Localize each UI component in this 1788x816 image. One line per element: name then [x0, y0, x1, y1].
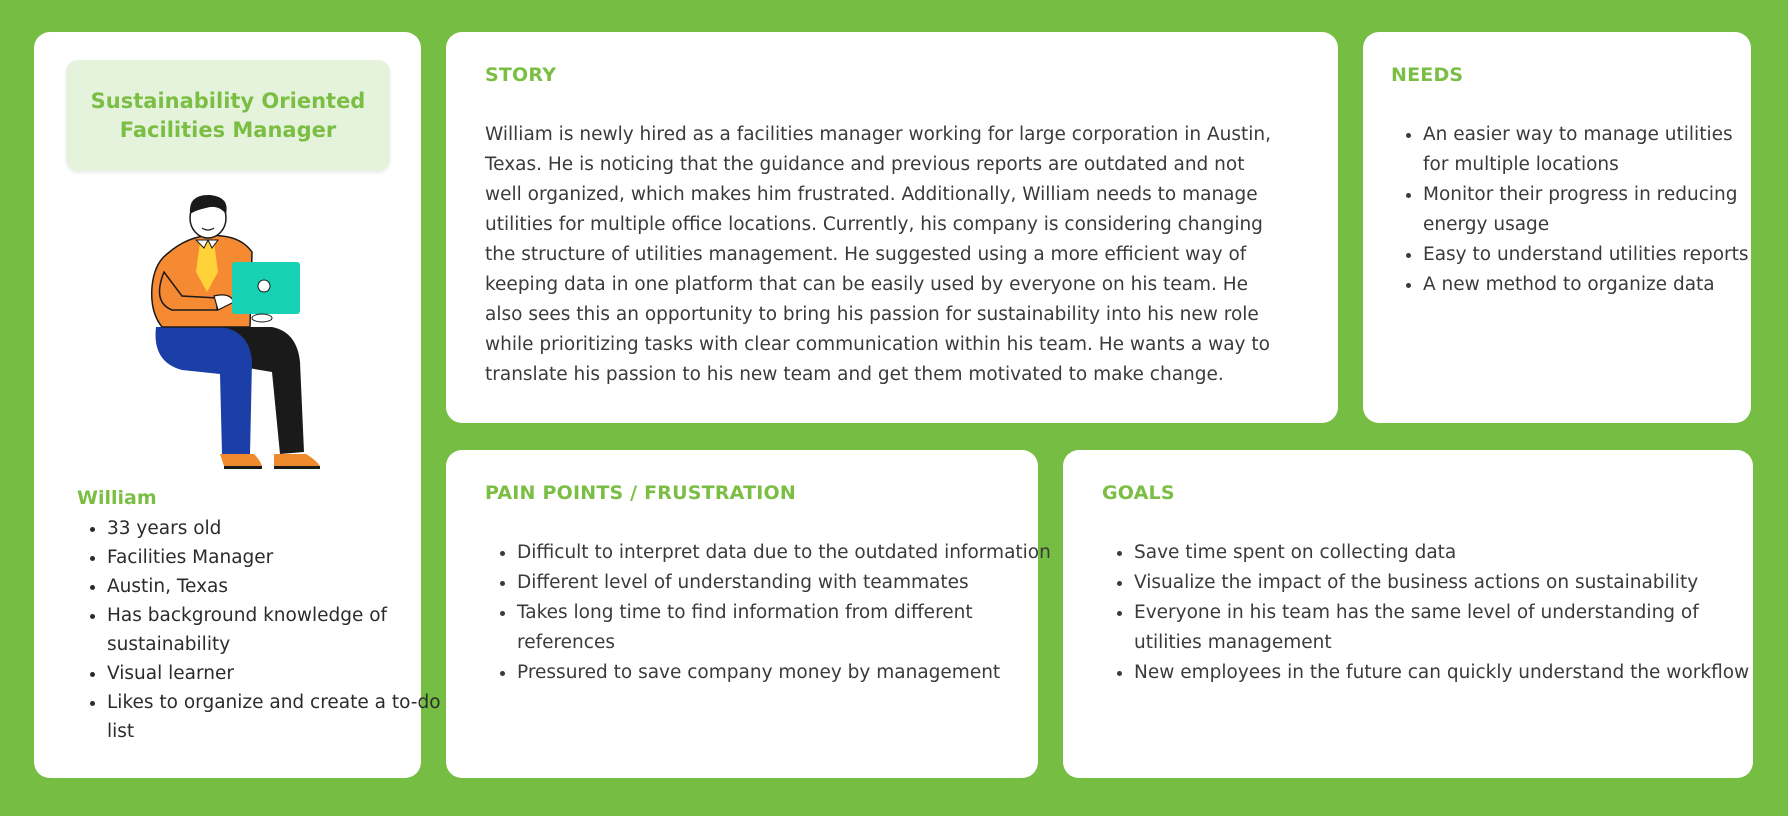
goals-heading: GOALS: [1102, 482, 1175, 504]
goals-card: [1063, 450, 1753, 778]
pain-points-card: [446, 450, 1051, 778]
role-title: Sustainability Oriented Facilities Manager: [90, 88, 366, 142]
person-with-laptop-illustration: [122, 192, 382, 512]
list-item: • Has background knowledge of sustainability: [107, 601, 447, 659]
list-item: • Monitor their progress in reducing energy usage: [1423, 180, 1763, 240]
list-item: • An easier way to manage utilities for multiple locations: [1423, 120, 1763, 180]
list-item: • Different level of understanding with teammates: [517, 568, 1057, 598]
needs-card: [1363, 32, 1751, 423]
needs-heading: NEEDS: [1391, 64, 1464, 86]
needs-list: [1391, 120, 1763, 300]
list-item: • Visualize the impact of the business actions on sustainability: [1134, 568, 1754, 598]
list-item: • Save time spent on collecting data: [1134, 538, 1754, 568]
list-item: • A new method to organize data: [1423, 270, 1763, 300]
list-item: • Difficult to interpret data due to the outdated information: [517, 538, 1057, 568]
story-text: William is newly hired as a facilities manager working for large corporation in Austin, Texas. He is noticing that the guidance and previous reports are outdated and not well organized, which makes him frustrated. Additionally, William needs to manage utilities for multiple office locations. Currently, his company is considering changing the structure of utilities management. He suggested using a more efficient way of keeping data in one platform that can be easily used by everyone on his team. He also sees this an opportunity to bring his passion for sustainability into his new role while prioritizing tasks with clear communication within his team. He wants a way to translate his passion to his new team and get them motivated to make change.: [485, 124, 1271, 385]
pain-points-heading: PAIN POINTS / FRUSTRATION: [485, 482, 796, 504]
role-badge: [66, 60, 390, 171]
list-item: • Everyone in his team has the same level of understanding of utilities management: [1134, 598, 1754, 658]
list-item: • Easy to understand utilities reports: [1423, 240, 1763, 270]
list-item: • Austin, Texas: [107, 572, 447, 601]
story-heading: STORY: [485, 64, 557, 86]
list-item: • Facilities Manager: [107, 543, 447, 572]
person-name: William: [77, 487, 157, 509]
list-item: • New employees in the future can quickly understand the workflow: [1134, 658, 1754, 688]
list-item: • Takes long time to find information from different references: [517, 598, 1057, 658]
profile-card: [34, 32, 441, 778]
person-details-list: [73, 514, 447, 746]
list-item: • Pressured to save company money by management: [517, 658, 1057, 688]
list-item: • Visual learner: [107, 659, 447, 688]
goals-list: [1102, 538, 1754, 688]
list-item: • 33 years old: [107, 514, 447, 543]
story-card: [446, 32, 1338, 423]
list-item: • Likes to organize and create a to-do list: [107, 688, 447, 746]
pain-points-list: [485, 538, 1057, 688]
